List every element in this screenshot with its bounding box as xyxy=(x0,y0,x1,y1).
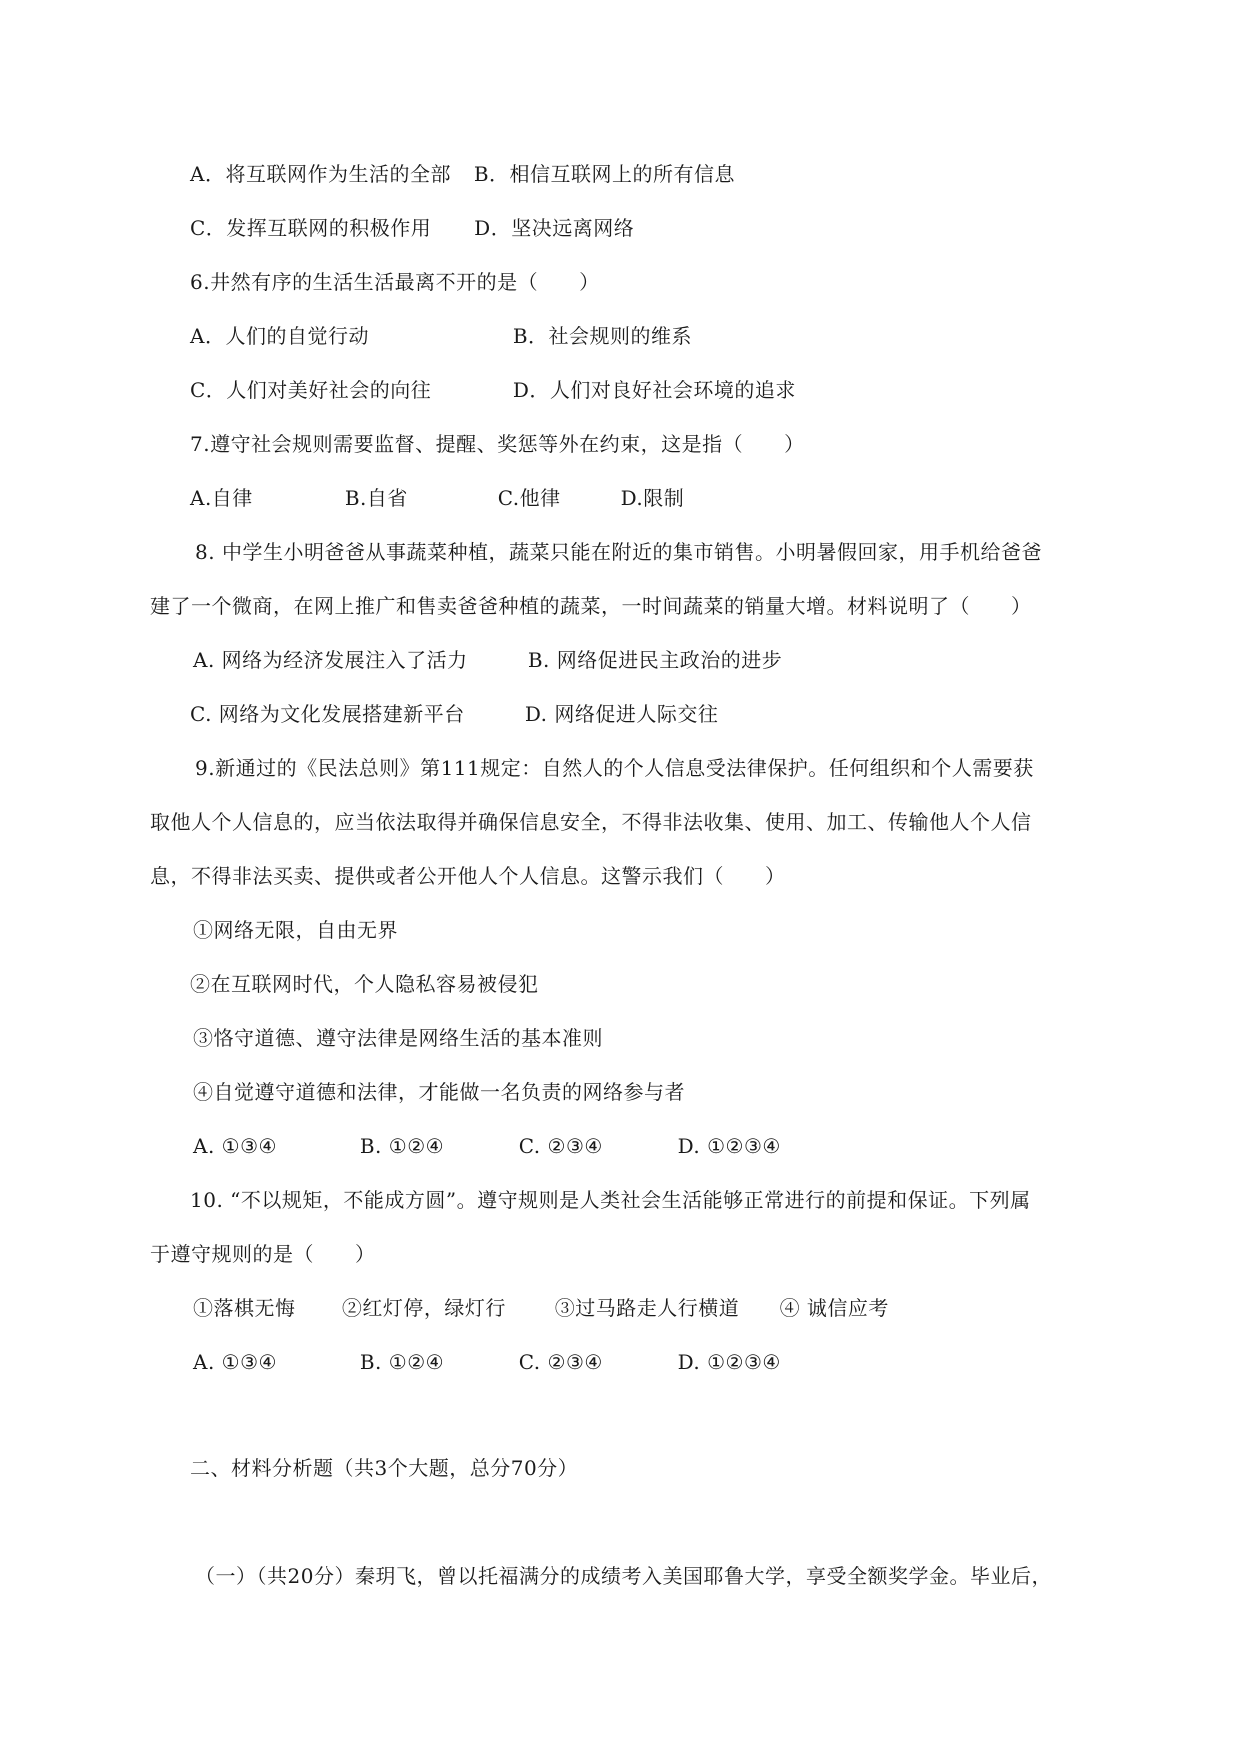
q9-item-3: ③恪守道德、遵守法律是网络生活的基本准则 xyxy=(193,1026,603,1050)
q7-option-d: D.限制 xyxy=(620,486,685,510)
q10-option-a: A. ①③④ xyxy=(193,1350,277,1374)
q6-option-b: B．社会规则的维系 xyxy=(512,324,693,348)
q5-option-d: D．坚决远离网络 xyxy=(474,216,635,240)
q8-options-row-2 xyxy=(190,700,718,728)
q8-option-d: D. 网络促进人际交往 xyxy=(524,702,719,726)
q7-options-row xyxy=(190,484,684,512)
q9-item-2: ②在互联网时代，个人隐私容易被侵犯 xyxy=(190,972,539,996)
q7-option-c: C.他律 xyxy=(497,486,561,510)
q10-items-row xyxy=(193,1294,889,1322)
q9-option-a: A. ①③④ xyxy=(193,1134,277,1158)
q7-stem: 7.遵守社会规则需要监督、提醒、奖惩等外在约束，这是指（ ） xyxy=(190,432,805,456)
q6-options-row-1 xyxy=(190,322,692,350)
q8-option-a: A. 网络为经济发展注入了活力 xyxy=(193,648,468,672)
q7-option-a: A.自律 xyxy=(190,486,253,510)
q9-option-c: C. ②③④ xyxy=(518,1134,603,1158)
q10-item-1: ①落棋无悔 xyxy=(193,1296,296,1320)
q9-options-row xyxy=(193,1132,781,1160)
q5-option-c: C．发挥互联网的积极作用 xyxy=(190,216,432,240)
q10-item-2: ②红灯停，绿灯行 xyxy=(341,1296,506,1320)
q10-options-row xyxy=(193,1348,781,1376)
q10-option-c: C. ②③④ xyxy=(518,1350,603,1374)
q8-option-b: B. 网络促进民主政治的进步 xyxy=(527,648,783,672)
q9-stem-line-2: 取他人个人信息的，应当依法取得并确保信息安全，不得非法收集、使用、加工、传输他人个人信 xyxy=(150,810,1032,834)
q5-options-row-2 xyxy=(190,214,634,242)
q8-stem-line-1: 8. 中学生小明爸爸从事蔬菜种植，蔬菜只能在附近的集市销售。小明暑假回家，用手机给爸爸 xyxy=(195,540,1042,564)
q8-option-c: C. 网络为文化发展搭建新平台 xyxy=(190,702,465,726)
q6-option-c: C．人们对美好社会的向往 xyxy=(190,378,432,402)
q5-options-row-1 xyxy=(190,160,735,188)
q6-option-a: A．人们的自觉行动 xyxy=(190,324,369,348)
q10-option-d: D. ①②③④ xyxy=(677,1350,781,1374)
q6-options-row-2 xyxy=(190,376,796,404)
q9-stem-line-3: 息，不得非法买卖、提供或者公开他人个人信息。这警示我们（ ） xyxy=(150,864,786,888)
q6-option-d: D．人们对良好社会环境的追求 xyxy=(512,378,796,402)
q5-option-a: A．将互联网作为生活的全部 xyxy=(190,162,451,186)
q10-stem-line-2: 于遵守规则的是（ ） xyxy=(150,1242,376,1266)
q7-option-b: B.自省 xyxy=(344,486,408,510)
q9-option-d: D. ①②③④ xyxy=(677,1134,781,1158)
q9-item-1: ①网络无限，自由无界 xyxy=(193,918,398,942)
q10-stem-line-1: 10. “不以规矩，不能成方圆”。遵守规则是人类社会生活能够正常进行的前提和保证。下列属 xyxy=(190,1188,1031,1212)
q6-stem: 6.井然有序的生活生活最离不开的是（ ） xyxy=(190,270,600,294)
q8-options-row-1 xyxy=(193,646,782,674)
q5-option-b: B．相信互联网上的所有信息 xyxy=(473,162,736,186)
q10-item-3: ③过马路走人行横道 xyxy=(554,1296,740,1320)
q9-option-b: B. ①②④ xyxy=(359,1134,445,1158)
q10-option-b: B. ①②④ xyxy=(359,1350,445,1374)
q8-stem-line-2: 建了一个微商，在网上推广和售卖爸爸种植的蔬菜，一时间蔬菜的销量大增。材料说明了（ ） xyxy=(150,594,1032,618)
q9-item-4: ④自觉遵守道德和法律，才能做一名负责的网络参与者 xyxy=(193,1080,685,1104)
material-1-intro: （一）（共20分）秦玥飞，曾以托福满分的成绩考入美国耶鲁大学，享受全额奖学金。毕业后， xyxy=(195,1564,1052,1588)
section-2-heading: 二、材料分析题（共3个大题，总分70分） xyxy=(190,1456,579,1480)
q9-stem-line-1: 9.新通过的《民法总则》第111规定：自然人的个人信息受法律保护。任何组织和个人需要获 xyxy=(195,756,1034,780)
q10-item-4: ④ 诚信应考 xyxy=(779,1296,889,1320)
